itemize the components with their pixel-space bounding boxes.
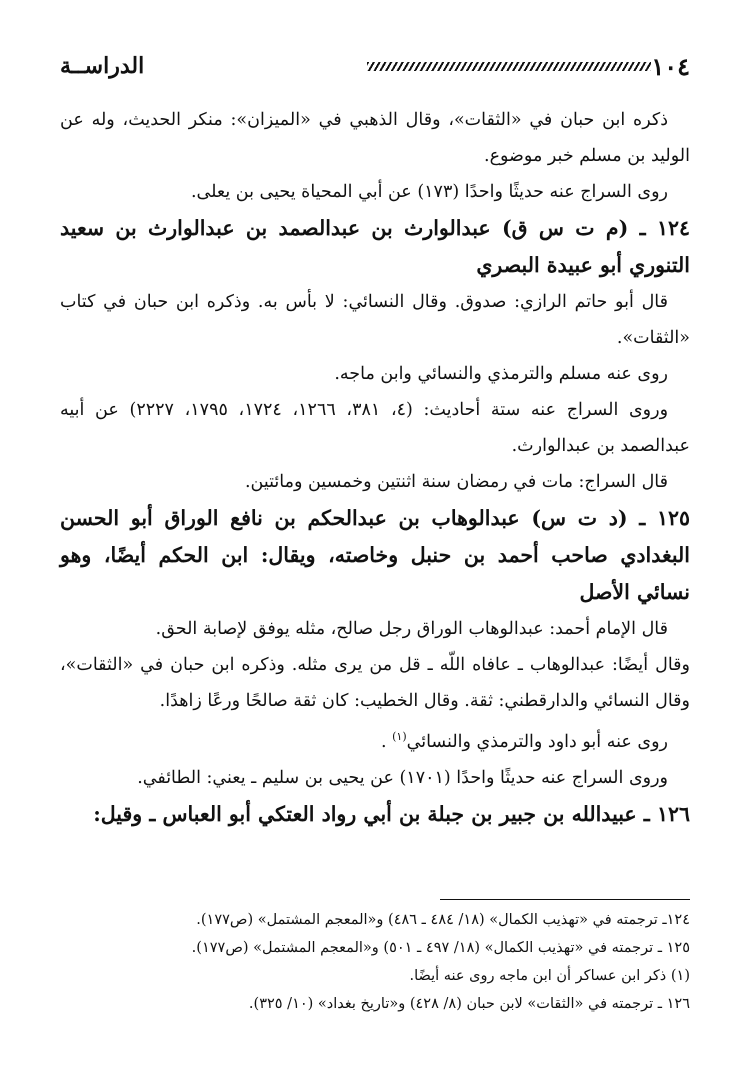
paragraph <box>60 174 690 210</box>
header-rule <box>367 62 651 71</box>
paragraph-text: ١٢٤ ـ (م ت س ق) عبدالوارث بن عبدالصمد بن عبدالوارث بن سعيد التنوري أبو عبيدة البصري <box>60 216 690 277</box>
paragraph <box>60 611 690 647</box>
entry-heading <box>60 500 690 611</box>
paragraph <box>60 647 690 719</box>
paragraph-text: ذكره ابن حبان في «الثقات»، وقال الذهبي في «الميزان»: منكر الحديث، وله عن الوليد بن مسلم خبر موضوع. <box>60 110 690 166</box>
paragraph <box>60 284 690 356</box>
paragraph <box>60 392 690 464</box>
paragraph-text-tail: . <box>380 731 393 752</box>
footnote: (١) ذكر ابن عساكر أن ابن ماجه روى عنه أيضًا. <box>409 968 690 984</box>
paragraph-text: قال السراج: مات في رمضان سنة اثنتين وخمسين ومائتين. <box>244 472 668 492</box>
running-title: الدراســة <box>60 53 145 79</box>
entry-heading <box>60 796 690 833</box>
footnote: ١٢٥ ـ ترجمته في «تهذيب الكمال» (١٨/ ٤٩٧ ـ ٥٠١) و«المعجم المشتمل» (ص١٧٧). <box>191 940 690 956</box>
page-header <box>60 48 690 84</box>
paragraph <box>60 760 690 796</box>
paragraph-text: روى عنه مسلم والترمذي والنسائي وابن ماجه. <box>334 364 668 384</box>
paragraph-text: ١٢٥ ـ (د ت س) عبدالوهاب بن عبدالحكم بن نافع الوراق أبو الحسن البغدادي صاحب أحمد بن حنبل وخاصته، ويقال: ابن الحكم أيضًا، وهو نسائي الأصل <box>60 506 690 604</box>
paragraph-text: ١٢٦ ـ عبيدالله بن جبير بن جبلة بن أبي رواد العتكي أبو العباس ـ وقيل: <box>93 801 690 826</box>
footnotes <box>60 906 690 1018</box>
paragraph-text: وروى السراج عنه ستة أحاديث: (٤، ٣٨١، ١٢٦٦، ١٧٢٤، ١٧٩٥، ٢٢٢٧) عن أبيه عبدالصمد بن عبدالوارث. <box>60 400 690 456</box>
paragraph-text: وقال أيضًا: عبدالوهاب ـ عافاه اللّه ـ قل من يرى مثله. وذكره ابن حبان في «الثقات»، وقال النسائي والدارقطني: ثقة. وقال الخطيب: كان ثقة صالحًا ورعًا زاهدًا. <box>60 655 690 711</box>
paragraph-text: وروى السراج عنه حديثًا واحدًا (١٧٠١) عن يحيى بن سليم ـ يعني: الطائفي. <box>137 767 668 788</box>
footnote-separator <box>440 899 690 900</box>
footnote: ١٢٤ـ ترجمته في «تهذيب الكمال» (١٨/ ٤٨٤ ـ ٤٨٦) و«المعجم المشتمل» (ص١٧٧). <box>196 912 690 928</box>
footnote: ١٢٦ ـ ترجمته في «الثقات» لابن حبان (٨/ ٤٢٨) و«تاريخ بغداد» (١٠/ ٣٢٥). <box>248 996 690 1012</box>
main-text <box>60 102 690 833</box>
paragraph-text: روى عنه أبو داود والترمذي والنسائي <box>406 731 668 752</box>
paragraph <box>60 719 690 760</box>
paragraph <box>60 102 690 174</box>
paragraph-text: روى السراج عنه حديثًا واحدًا (١٧٣) عن أبي المحياة يحيى بن يعلى. <box>190 182 668 202</box>
paragraph-text: قال أبو حاتم الرازي: صدوق. وقال النسائي: لا بأس به. وذكره ابن حبان في كتاب «الثقات». <box>60 292 690 348</box>
entry-heading <box>60 210 690 284</box>
paragraph-text: قال الإمام أحمد: عبدالوهاب الوراق رجل صالح، مثله يوفق لإصابة الحق. <box>155 619 668 639</box>
paragraph <box>60 464 690 500</box>
footnote-marker: (١) <box>392 730 407 743</box>
paragraph <box>60 356 690 392</box>
page-number: ١٠٤ <box>651 51 690 81</box>
